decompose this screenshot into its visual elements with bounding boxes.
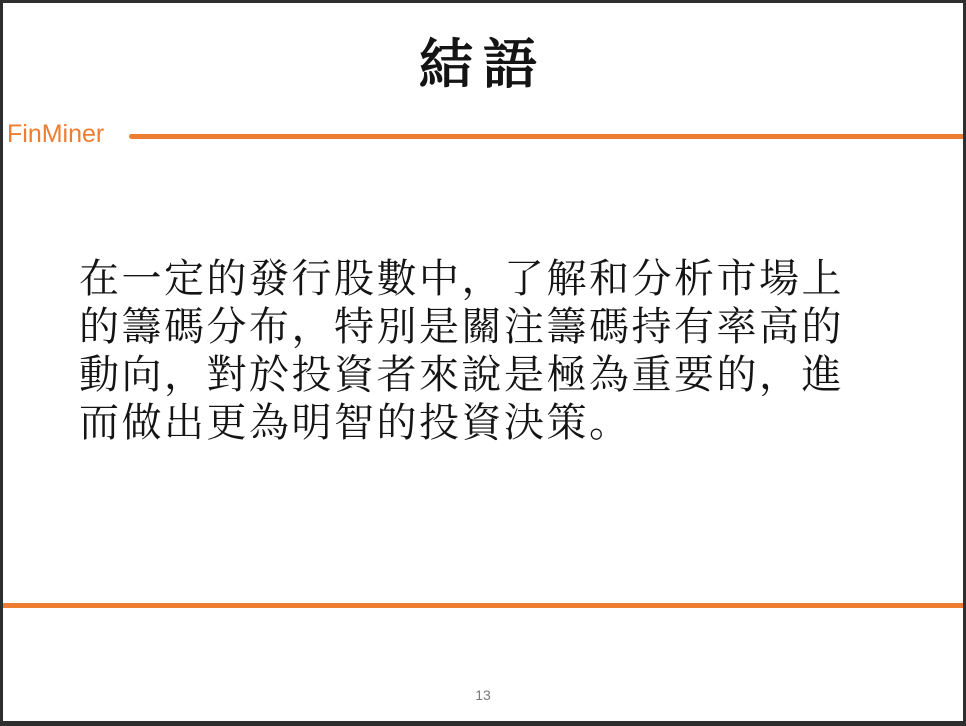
body-line: 的籌碼分布，特別是關注籌碼持有率高的 — [79, 304, 844, 350]
page-number: 13 — [475, 687, 491, 703]
brand-logo-text: FinMiner — [7, 120, 105, 148]
body-text-block — [79, 255, 919, 447]
body-line: 動向，對於投資者來說是極為重要的，進 — [79, 352, 844, 398]
slide-title: 結語 — [419, 32, 547, 96]
header-accent-rule — [129, 134, 963, 139]
body-line: 而做出更為明智的投資決策。 — [79, 400, 632, 446]
footer-accent-rule — [3, 603, 963, 608]
body-line: 在一定的發行股數中，了解和分析市場上 — [79, 256, 844, 302]
